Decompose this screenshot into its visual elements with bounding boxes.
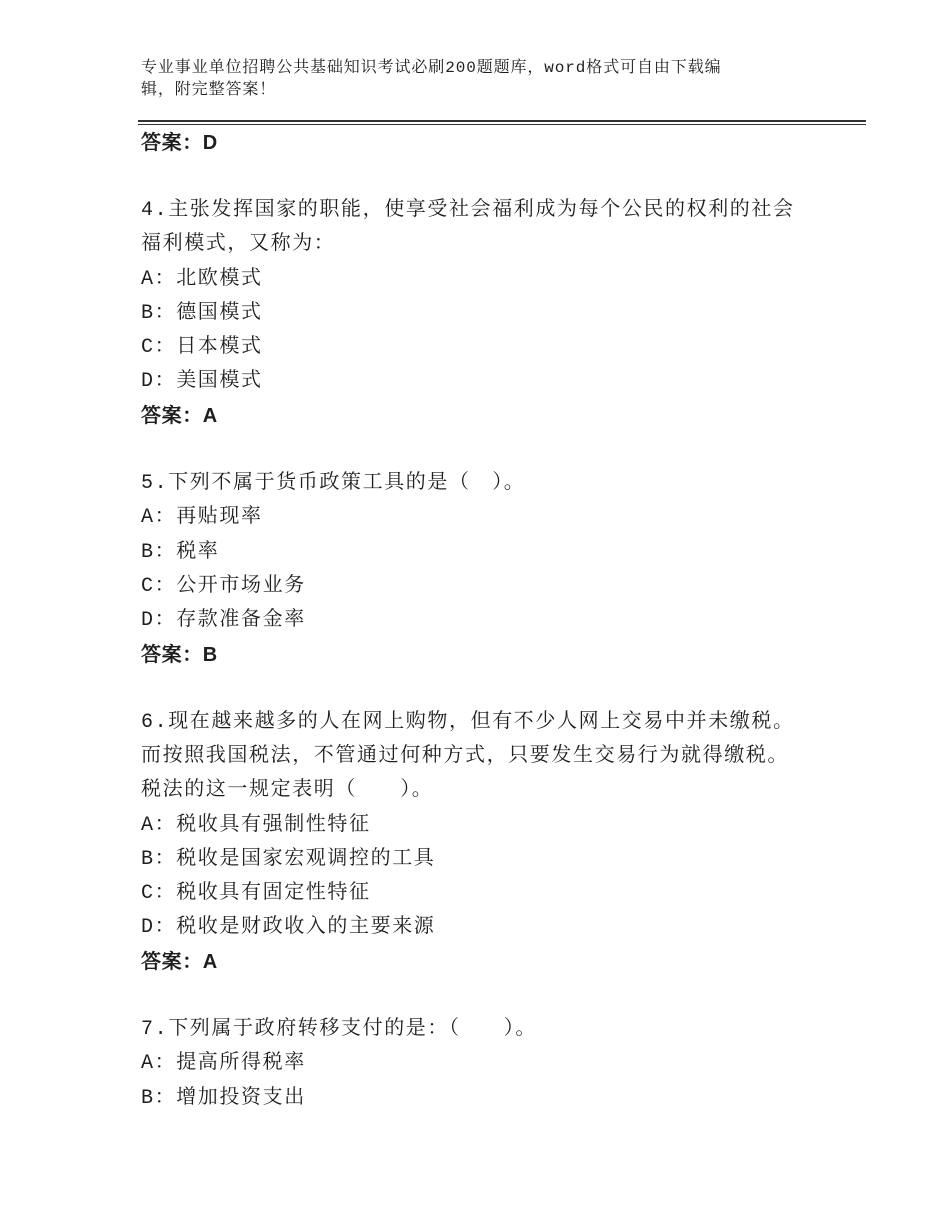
question-block — [141, 467, 931, 672]
option-a: A：提高所得税率 — [141, 1052, 306, 1076]
page-header — [141, 57, 841, 101]
answer-line: 答案：A — [141, 951, 218, 973]
answer-line: 答案：A — [141, 405, 218, 427]
question-block — [141, 1013, 931, 1115]
option-d: D：美国模式 — [141, 369, 263, 393]
option-c: C：公开市场业务 — [141, 574, 306, 598]
question-text-line: 7.下列属于政府转移支付的是：（ ）。 — [141, 1018, 538, 1042]
question-block — [141, 194, 931, 433]
question-text-line: 税法的这一规定表明（ ）。 — [141, 779, 434, 803]
question-text-line: 5.下列不属于货币政策工具的是（ ）。 — [141, 472, 526, 496]
question-block — [141, 706, 931, 979]
header-double-rule — [138, 120, 866, 125]
header-line-1: 专业事业单位招聘公共基础知识考试必刷200题题库，word格式可自由下载编 — [141, 59, 722, 77]
question-text-line: 4.主张发挥国家的职能，使享受社会福利成为每个公民的权利的社会 — [141, 199, 795, 223]
option-b: B：德国模式 — [141, 301, 263, 325]
answer-line: 答案：D — [141, 132, 218, 154]
option-b: B：税率 — [141, 540, 220, 564]
question-text-line: 福利模式，又称为： — [141, 233, 336, 257]
question-text-line: 6.现在越来越多的人在网上购物，但有不少人网上交易中并未缴税。 — [141, 711, 795, 735]
option-d: D：税收是财政收入的主要来源 — [141, 915, 436, 939]
option-a: A：北欧模式 — [141, 267, 263, 291]
answer-line: 答案：B — [141, 643, 218, 666]
option-a: A：再贴现率 — [141, 506, 263, 530]
option-b: B：税收是国家宏观调控的工具 — [141, 847, 436, 871]
question-text-line: 而按照我国税法，不管通过何种方式，只要发生交易行为就得缴税。 — [141, 745, 789, 769]
option-d: D：存款准备金率 — [141, 608, 306, 632]
option-c: C：税收具有固定性特征 — [141, 881, 371, 905]
option-b: B：增加投资支出 — [141, 1086, 306, 1110]
question-list — [141, 126, 931, 1116]
option-c: C：日本模式 — [141, 335, 263, 359]
header-line-2: 辑，附完整答案！ — [141, 81, 277, 99]
option-a: A：税收具有强制性特征 — [141, 813, 371, 837]
